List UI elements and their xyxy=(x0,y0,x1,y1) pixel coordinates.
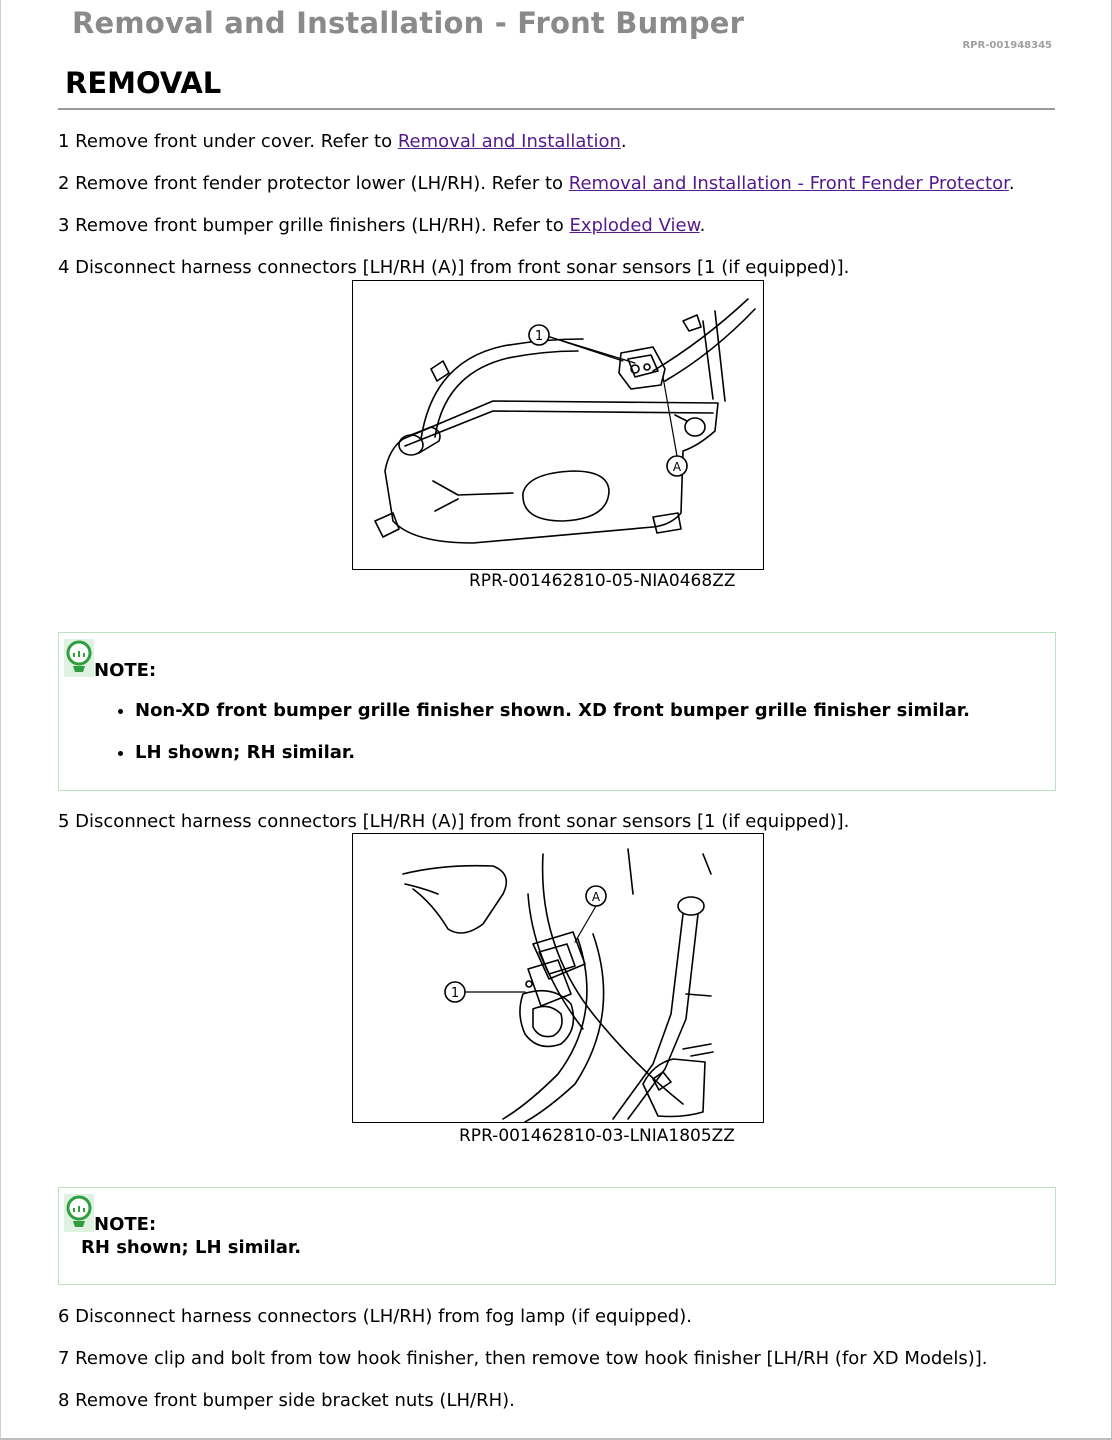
heading-divider xyxy=(58,108,1055,110)
link-front-fender-protector[interactable]: Removal and Installation - Front Fender Protector xyxy=(568,173,1009,194)
figure-2-callout-a: A xyxy=(591,890,601,904)
step-5: 5 Disconnect harness connectors [LH/RH (A)] from front sonar sensors [1 (if equipped)]. xyxy=(58,811,850,832)
link-removal-installation[interactable]: Removal and Installation xyxy=(397,131,621,152)
figure-2-caption: RPR-001462810-03-LNIA1805ZZ xyxy=(459,1126,735,1146)
note-1-bullet-1: • Non-XD front bumper grille finisher shown. XD front bumper grille finisher similar. xyxy=(135,700,970,721)
step-3-text: 3 Remove front bumper grille finishers (LH/RH). Refer to xyxy=(58,215,570,236)
figure-2-callout-1: 1 xyxy=(450,986,460,1001)
link-exploded-view[interactable]: Exploded View xyxy=(569,215,700,236)
step-2-end: . xyxy=(1008,173,1015,194)
note-box-2 xyxy=(58,1187,1056,1285)
lightbulb-icon xyxy=(64,1194,94,1236)
note-1-label: NOTE: xyxy=(94,660,157,681)
figure-2-illustration xyxy=(352,833,764,1123)
page-title: Removal and Installation - Front Bumper xyxy=(72,6,745,40)
note-box-1 xyxy=(58,632,1056,791)
lightbulb-icon xyxy=(64,639,94,681)
step-4: 4 Disconnect harness connectors [LH/RH (A)] from front sonar sensors [1 (if equipped)]. xyxy=(58,257,850,278)
step-2 xyxy=(58,173,1015,194)
step-3-end: . xyxy=(699,215,706,236)
figure-1-callout-a: A xyxy=(672,460,682,474)
section-heading: REMOVAL xyxy=(65,66,222,100)
step-2-text: 2 Remove front fender protector lower (LH/RH). Refer to xyxy=(58,173,569,194)
figure-1-callout-1: 1 xyxy=(534,329,544,344)
step-8: 8 Remove front bumper side bracket nuts (LH/RH). xyxy=(58,1390,515,1411)
step-7: 7 Remove clip and bolt from tow hook finisher, then remove tow hook finisher [LH/RH (for XD Models)]. xyxy=(58,1348,988,1369)
figure-1-illustration xyxy=(352,280,764,570)
step-1 xyxy=(58,131,627,152)
document-id: RPR-001948345 xyxy=(962,40,1052,51)
note-1-bullet-2: • LH shown; RH similar. xyxy=(135,742,970,763)
step-6: 6 Disconnect harness connectors (LH/RH) from fog lamp (if equipped). xyxy=(58,1306,692,1327)
step-1-end: . xyxy=(620,131,627,152)
note-2-label: NOTE: xyxy=(94,1214,157,1235)
note-2-text: RH shown; LH similar. xyxy=(81,1237,302,1258)
step-3 xyxy=(58,215,705,236)
figure-1-caption: RPR-001462810-05-NIA0468ZZ xyxy=(469,571,736,591)
note-1-list xyxy=(111,700,970,784)
step-1-text: 1 Remove front under cover. Refer to xyxy=(58,131,398,152)
